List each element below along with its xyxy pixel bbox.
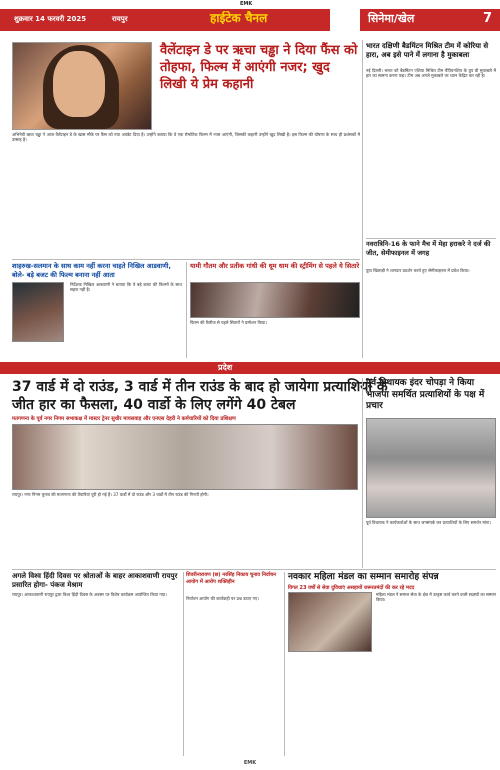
header-right-bar	[360, 9, 500, 31]
section-bar	[0, 362, 500, 374]
pradesh-main-subheadline: मतगणना के पूर्व नगर निगम सभाकक्ष में मास्टर ट्रेनर सुधीर मायसवाड़ और एनएस देहरी ने कर्मचारियों को दिया प्रशिक्षण	[12, 416, 236, 422]
bottom-left-body: रायपुर। आकाशवाणी रायपुर द्वारा विश्व हिंदी दिवस के अवसर पर विशेष कार्यक्रम आयोजित किया गया।	[12, 592, 167, 597]
issue-city: रायपुर	[112, 15, 128, 23]
right-story-2-body: युवा खिलाड़ी ने शानदार प्रदर्शन करते हुए सेमीफाइनल में प्रवेश किया।	[366, 268, 470, 273]
mid-story-2-body: फिल्म की रिलीज से पहले सितारों ने प्रमोशन किया।	[190, 320, 267, 325]
pradesh-main-photo	[12, 424, 358, 490]
divider	[366, 238, 496, 239]
column-divider	[362, 378, 363, 568]
divider	[12, 259, 360, 260]
pradesh-right-headline: पूर्व विधायक इंदर चोपड़ा ने किया भाजपा समर्थित प्रत्याशियों के पक्ष में प्रचार	[366, 378, 485, 411]
right-story-1-body: नई दिल्ली। भारत को बैडमिंटन एशिया मिश्रित टीम चैंपियनशिप के ग्रुप डी मुकाबले में हार का सामना करना पड़ा। टीम अब अगले मुकाबले पर ध्यान केंद्रित कर रही है।	[366, 68, 496, 79]
mid-story-1-body: निर्देशक निखिल आडवाणी ने बताया कि वे बड़े बजट की फिल्मों के साथ सहज नहीं हैं।	[70, 282, 182, 293]
right-story-1-headline: भारत दक्षिणी बैडमिंटन मिश्रित टीम में कोरिया से हारा, अब इसे पाने में लगाना है मुकाबला	[366, 42, 489, 59]
mid-story-2-headline: यामी गौतम और प्रतीक गांधी की धूम धाम की स्ट्रीमिंग से पहले ये सितारे	[190, 262, 360, 270]
page-header	[0, 0, 500, 34]
issue-date: शुक्रवार 14 फरवरी 2025	[14, 15, 87, 23]
bottom-left-headline: अगले विश्व हिंदी दिवस पर श्रोताओं के बाहर आकाशवाणी रायपुर प्रसारित होगा- पंकज मेश्राम	[12, 572, 178, 589]
column-divider	[186, 262, 187, 358]
column-divider	[362, 40, 363, 358]
pradesh-right-photo	[366, 418, 496, 518]
divider	[12, 569, 496, 570]
bottom-right-photo	[288, 592, 372, 652]
mid-story-1-photo	[12, 282, 64, 342]
section-title: सिनेमा/खेल	[368, 12, 415, 25]
page-footer: EMK	[243, 760, 257, 766]
lead-photo	[12, 42, 152, 130]
pradesh-main-body: रायपुर। नगर निगम चुनाव की मतगणना की तैयारियां पूरी हो गई हैं। 37 वार्डों में दो राउंड और 3 वार्डों में तीन राउंड की गिनती होगी।	[12, 492, 209, 497]
photo-face-shape	[53, 51, 105, 117]
mid-story-2-photo	[190, 282, 360, 318]
pradesh-main-headline: 37 वार्ड में दो राउंड, 3 वार्ड में तीन राउंड के बाद हो जायेगा प्रत्याशियों के जीत हार का फैसला, 40 वार्डो के लिए लगेंगे 40 टेबल	[12, 379, 388, 413]
bottom-mid-headline: शिवरीनारायण (छ) नरसिंह निकाय चुनाव निर्वाचन आयोग में आरोप शक्तिहीन	[186, 572, 276, 585]
top-logo: EMK	[240, 1, 253, 7]
newspaper-brand: हाईटेक चैनल	[210, 11, 268, 25]
section-label: प्रदेश	[218, 363, 233, 372]
mid-story-1-headline: शाहरुख-सलमान के साथ काम नहीं करना चाहते निखिल आडवाणी, बोले- बड़े बजट की फिल्म बनाना नहीं आता	[12, 262, 171, 279]
bottom-right-body-2	[288, 656, 372, 756]
lead-body: अभिनेत्री ऋचा चड्ढा ने आज वैलेंटाइन डे के खास मौके पर फैंस को नया अपडेट दिया है। उन्होंने बताया कि वे एक रोमांटिक फिल्म में नजर आएंगी, जिसकी कहानी उन्होंने खुद लिखी है। इस फिल्म की घोषणा के साथ ही प्रशंसकों में उत्साह है।	[12, 132, 360, 143]
pradesh-right-body: पूर्व विधायक ने कार्यकर्ताओं के साथ जनसंपर्क कर प्रत्याशियों के लिए समर्थन मांगा।	[366, 520, 491, 525]
column-divider	[284, 572, 285, 756]
header-left-bar	[0, 9, 330, 31]
column-divider	[183, 572, 184, 756]
page-number: 7	[482, 11, 492, 26]
bottom-mid-body: निर्वाचन आयोग की कार्यवाही पर प्रश्न उठाए गए।	[186, 596, 259, 601]
bottom-right-headline: नवकार महिला मंडल का सम्मान समारोह संपन्न	[288, 572, 439, 582]
bottom-right-body: महिला मंडल ने समाज सेवा के क्षेत्र में उत्कृष्ट कार्य करने वाली सदस्यों का सम्मान किया।	[376, 592, 496, 603]
bottom-right-subheadline: विगत 23 वर्षों से सेवा दुविधाएं असहायों जरूरतमंदों की कर रहे मदद	[288, 585, 415, 591]
right-story-2-headline: नवरात्रिनि-16 के फाने मैच में मेहा हराकरे ने दर्ज की जीत, सेमीफाइनल में जगह	[366, 240, 491, 257]
lead-headline: वैलेंटाइन डे पर ऋचा चड्ढा ने दिया फैंस को तोहफा, फिल्म में आएंगी नजर; खुद लिखी ये प्रेम कहानी	[160, 43, 358, 92]
header-band	[0, 9, 500, 31]
